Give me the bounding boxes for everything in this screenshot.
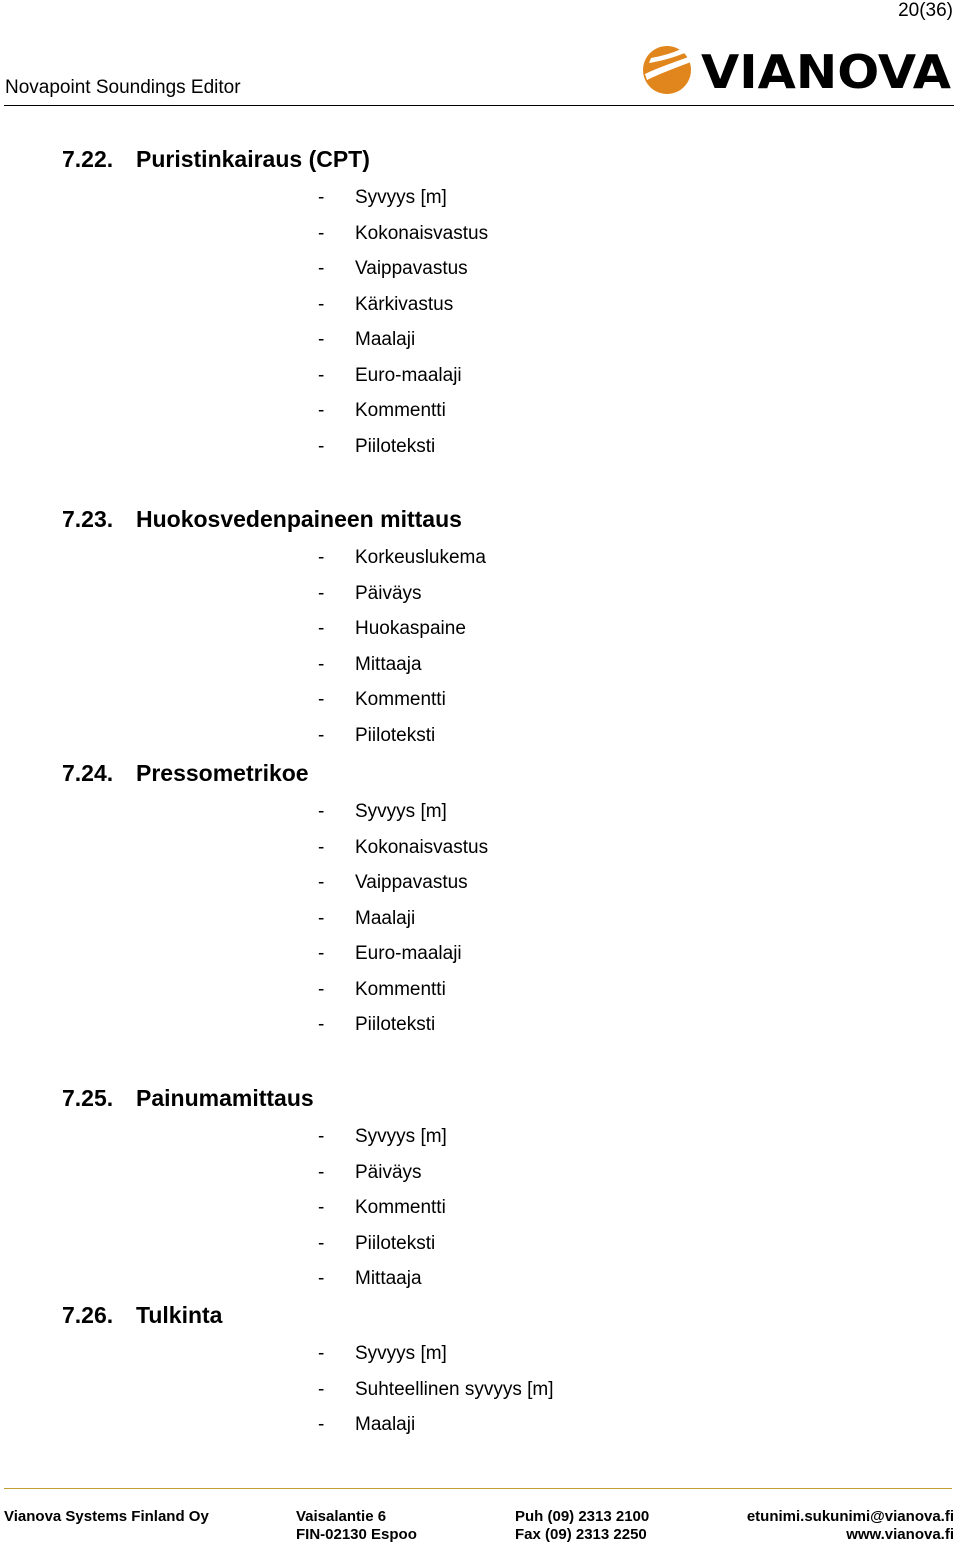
list-item: Syvyys [m] — [355, 1126, 447, 1147]
list-item: Huokaspaine — [355, 618, 466, 639]
list-bullet: - — [318, 1162, 325, 1183]
section-title: Painumamittaus — [136, 1085, 314, 1111]
section-number: 7.26. — [62, 1302, 114, 1328]
list-item: Syvyys [m] — [355, 1343, 447, 1364]
list-item: Kokonaisvastus — [355, 837, 489, 858]
footer-web: www.vianova.fi — [846, 1526, 954, 1543]
vianova-logo-mark — [643, 46, 691, 94]
section-title: Huokosvedenpaineen mittaus — [136, 506, 462, 532]
list-bullet: - — [318, 1126, 325, 1147]
list-item: Euro-maalaji — [355, 943, 462, 964]
header-divider — [4, 105, 954, 106]
list-bullet: - — [318, 436, 325, 457]
list-bullet: - — [318, 837, 325, 858]
list-item: Maalaji — [355, 329, 416, 350]
page-number: 20(36) — [898, 0, 953, 21]
section-title: Pressometrikoe — [136, 760, 309, 786]
section-title: Tulkinta — [136, 1302, 223, 1328]
list-item: Vaippavastus — [355, 258, 468, 279]
list-bullet: - — [318, 329, 325, 350]
document-title: Novapoint Soundings Editor — [5, 77, 241, 98]
footer-company: Vianova Systems Finland Oy — [4, 1508, 209, 1525]
list-item: Vaippavastus — [355, 872, 468, 893]
list-item: Syvyys [m] — [355, 801, 447, 822]
list-bullet: - — [318, 1014, 325, 1035]
list-bullet: - — [318, 725, 325, 746]
footer-fax: Fax (09) 2313 2250 — [515, 1526, 647, 1543]
list-bullet: - — [318, 365, 325, 386]
svg-text:VIANOVA: VIANOVA — [701, 45, 952, 98]
list-bullet: - — [318, 801, 325, 822]
list-bullet: - — [318, 1414, 325, 1435]
list-item: Päiväys — [355, 583, 422, 604]
list-item: Kokonaisvastus — [355, 223, 489, 244]
footer-phone: Puh (09) 2313 2100 — [515, 1508, 650, 1525]
list-item: Kommentti — [355, 400, 446, 421]
list-bullet: - — [318, 187, 325, 208]
footer-postal: FIN-02130 Espoo — [296, 1526, 417, 1543]
section-title: Puristinkairaus (CPT) — [136, 146, 370, 172]
list-bullet: - — [318, 294, 325, 315]
list-item: Maalaji — [355, 908, 416, 929]
list-item: Piiloteksti — [355, 725, 436, 746]
footer-street: Vaisalantie 6 — [296, 1508, 387, 1525]
list-item: Päiväys — [355, 1162, 422, 1183]
list-bullet: - — [318, 223, 325, 244]
list-bullet: - — [318, 583, 325, 604]
list-bullet: - — [318, 1343, 325, 1364]
list-item: Mittaaja — [355, 1268, 422, 1289]
list-bullet: - — [318, 1379, 325, 1400]
list-item: Suhteellinen syvyys [m] — [355, 1379, 554, 1400]
list-item: Piiloteksti — [355, 1014, 436, 1035]
list-bullet: - — [318, 689, 325, 710]
list-item: Mittaaja — [355, 654, 422, 675]
vianova-logo — [643, 44, 953, 98]
list-bullet: - — [318, 547, 325, 568]
list-bullet: - — [318, 979, 325, 1000]
list-bullet: - — [318, 618, 325, 639]
section-number: 7.24. — [62, 760, 114, 786]
list-bullet: - — [318, 1197, 325, 1218]
list-bullet: - — [318, 654, 325, 675]
list-item: Maalaji — [355, 1414, 416, 1435]
section-number: 7.23. — [62, 506, 114, 532]
footer-email: etunimi.sukunimi@vianova.fi — [746, 1508, 954, 1525]
list-item: Korkeuslukema — [355, 547, 486, 568]
list-bullet: - — [318, 1268, 325, 1289]
list-item: Kärkivastus — [355, 294, 454, 315]
section-number: 7.25. — [62, 1085, 114, 1111]
list-item: Syvyys [m] — [355, 187, 447, 208]
list-bullet: - — [318, 1233, 325, 1254]
list-bullet: - — [318, 400, 325, 421]
list-item: Kommentti — [355, 979, 446, 1000]
list-bullet: - — [318, 943, 325, 964]
list-bullet: - — [318, 258, 325, 279]
list-item: Piiloteksti — [355, 1233, 436, 1254]
list-item: Kommentti — [355, 689, 446, 710]
list-item: Euro-maalaji — [355, 365, 462, 386]
footer-divider — [4, 1488, 952, 1489]
list-bullet: - — [318, 872, 325, 893]
list-item: Kommentti — [355, 1197, 446, 1218]
section-number: 7.22. — [62, 146, 114, 172]
list-bullet: - — [318, 908, 325, 929]
list-item: Piiloteksti — [355, 436, 436, 457]
